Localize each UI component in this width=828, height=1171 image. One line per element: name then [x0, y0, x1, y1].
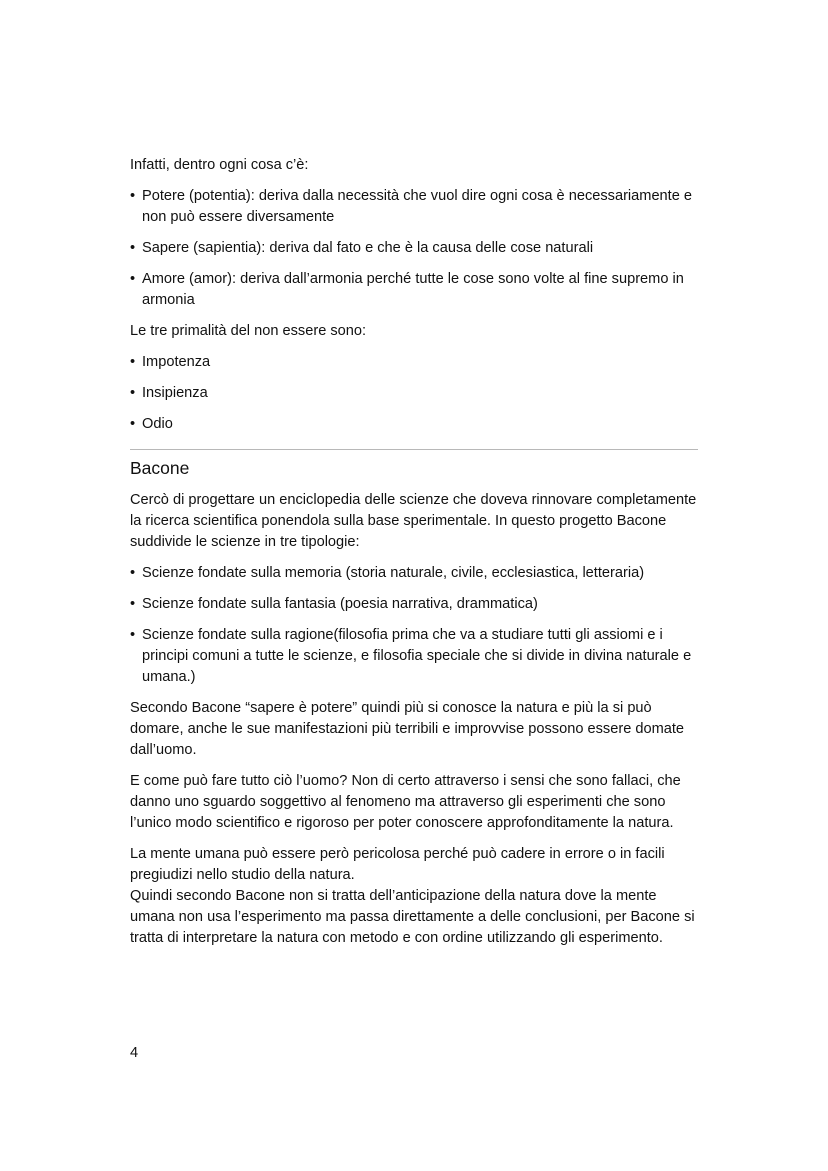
bullet-icon: • — [130, 596, 136, 612]
list-item — [130, 625, 700, 688]
primalities-list — [130, 186, 700, 311]
list-item — [130, 186, 700, 228]
list-item — [130, 238, 700, 259]
list-item — [130, 383, 700, 404]
bullet-icon: • — [130, 416, 136, 432]
section-heading-bacone: Bacone — [130, 458, 190, 478]
sciences-list — [130, 563, 700, 688]
list-item-text: Scienze fondate sulla ragione(filosofia prima che va a studiare tutti gli assiomi e i principi comuni a tutte le scienze, e filosofia speciale che si divide in divina naturale e umana.) — [142, 627, 692, 685]
method-paragraph: Quindi secondo Bacone non si tratta dell’anticipazione della natura dove la mente umana non usa l’esperimento ma passa direttamente a delle conclusioni, per Bacone si tratta di interpretare la natura con metodo e con ordine utilizzando gli esperimento. — [130, 888, 695, 946]
list-item — [130, 594, 700, 615]
list-item — [130, 269, 700, 311]
list-item-text: Amore (amor): deriva dall’armonia perché tutte le cose sono volte al fine supremo in armonia — [142, 271, 684, 308]
bullet-icon: • — [130, 354, 136, 370]
bullet-icon: • — [130, 565, 136, 581]
list-item-text: Potere (potentia): deriva dalla necessità che vuol dire ogni cosa è necessariamente e non può essere diversamente — [142, 188, 693, 225]
bullet-icon: • — [130, 240, 136, 256]
non-being-list — [130, 352, 700, 435]
non-being-intro: Le tre primalità del non essere sono: — [130, 323, 367, 339]
intro-paragraph: Infatti, dentro ogni cosa c’è: — [130, 157, 309, 173]
list-item — [130, 414, 700, 435]
list-item-text: Insipienza — [142, 385, 208, 401]
power-paragraph: Secondo Bacone “sapere è potere” quindi più si conosce la natura e più la si può domare, anche le sue manifestazioni più terribili e improvvise possono essere domate dall’uomo. — [130, 700, 685, 758]
list-item-text: Scienze fondate sulla fantasia (poesia narrativa, drammatica) — [142, 596, 538, 612]
page-number: 4 — [130, 1045, 139, 1061]
document-page — [130, 155, 700, 959]
how-paragraph: E come può fare tutto ciò l’uomo? Non di certo attraverso i sensi che sono fallaci, che danno uno sguardo soggettivo al fenomeno ma attraverso gli esperimenti che sono l’unico modo scientifico e rigoroso per poter conoscere approfonditamente la natura. — [130, 773, 681, 831]
section-divider — [130, 449, 698, 450]
mind-paragraph: La mente umana può essere però pericolosa perché può cadere in errore o in facili pregiudizi nello studio della natura. — [130, 846, 665, 883]
bullet-icon: • — [130, 385, 136, 401]
list-item — [130, 563, 700, 584]
bullet-icon: • — [130, 627, 136, 643]
list-item-text: Impotenza — [142, 354, 211, 370]
list-item — [130, 352, 700, 373]
list-item-text: Sapere (sapientia): deriva dal fato e che è la causa delle cose naturali — [142, 240, 594, 256]
bacone-intro-paragraph: Cercò di progettare un enciclopedia delle scienze che doveva rinnovare completamente la ricerca scientifica ponendola sulla base sperimentale. In questo progetto Bacone suddivide le scienze in tre tipologie: — [130, 492, 697, 550]
list-item-text: Scienze fondate sulla memoria (storia naturale, civile, ecclesiastica, letteraria) — [142, 565, 645, 581]
bullet-icon: • — [130, 188, 136, 204]
list-item-text: Odio — [142, 416, 173, 432]
bullet-icon: • — [130, 271, 136, 287]
